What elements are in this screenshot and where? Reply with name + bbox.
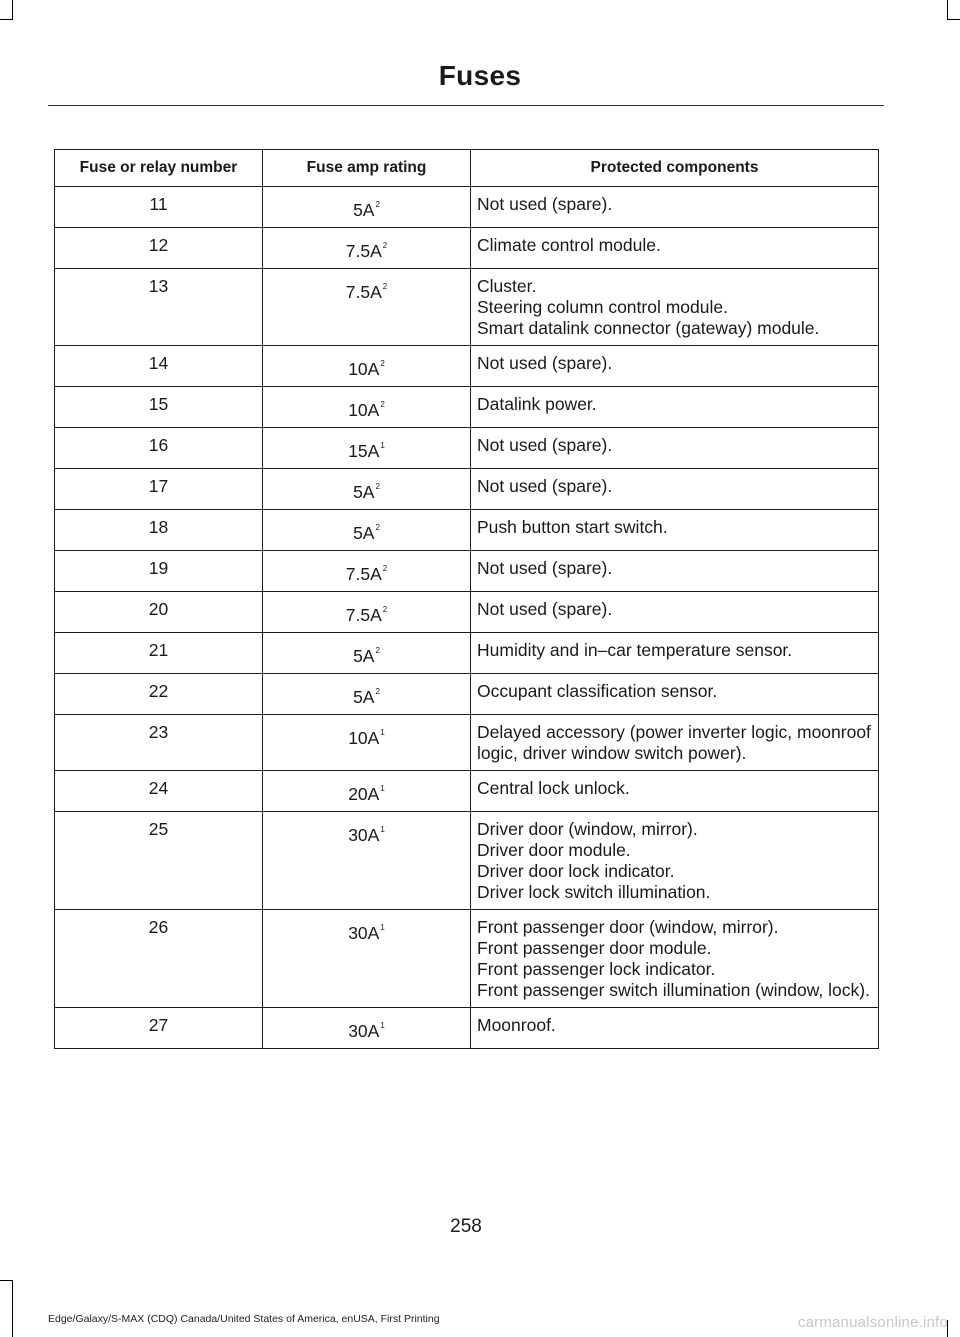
amp-rating-cell — [263, 592, 471, 633]
table-row — [55, 469, 879, 510]
amp-rating-value: 7.5A — [345, 282, 382, 302]
fuse-number-cell: 22 — [55, 674, 263, 715]
footnote-marker: 2 — [382, 605, 388, 614]
amp-rating-cell — [263, 269, 471, 346]
table-row — [55, 387, 879, 428]
crop-mark — [12, 0, 13, 20]
table-row — [55, 812, 879, 910]
protected-components-cell — [471, 1008, 879, 1049]
title-divider — [48, 105, 884, 106]
amp-rating-value: 7.5A — [345, 605, 382, 625]
fuse-number-cell: 14 — [55, 346, 263, 387]
amp-rating-value: 30A — [348, 923, 380, 943]
table-row — [55, 510, 879, 551]
protected-components-cell — [471, 674, 879, 715]
amp-rating-cell — [263, 1008, 471, 1049]
component-line: Humidity and in–car temperature sensor. — [477, 640, 793, 660]
component-line: Front passenger lock indicator. — [477, 959, 716, 979]
fuse-number-cell: 13 — [55, 269, 263, 346]
table-row — [55, 715, 879, 771]
amp-rating-cell — [263, 510, 471, 551]
table-row — [55, 551, 879, 592]
header-fuse-number: Fuse or relay number — [55, 150, 263, 187]
fuse-number-cell: 21 — [55, 633, 263, 674]
protected-components-cell — [471, 269, 879, 346]
fuse-number-cell: 25 — [55, 812, 263, 910]
component-line: Moonroof. — [477, 1015, 556, 1035]
protected-components-cell — [471, 387, 879, 428]
protected-components-cell — [471, 228, 879, 269]
header-protected-components: Protected components — [471, 150, 879, 187]
table-row — [55, 269, 879, 346]
fuse-number-cell: 12 — [55, 228, 263, 269]
table-row — [55, 771, 879, 812]
amp-rating-value: 7.5A — [345, 241, 382, 261]
footnote-marker: 1 — [380, 923, 385, 932]
table-row — [55, 910, 879, 1008]
amp-rating-cell — [263, 469, 471, 510]
watermark: carmanualsonline.info — [797, 1314, 948, 1331]
amp-rating-cell — [263, 387, 471, 428]
footnote-marker: 1 — [380, 441, 385, 450]
footnote-marker: 2 — [375, 646, 380, 655]
footnote-marker: 2 — [375, 523, 380, 532]
amp-rating-cell — [263, 812, 471, 910]
amp-rating-value: 5A — [353, 482, 375, 502]
crop-mark — [0, 1280, 13, 1281]
amp-rating-cell — [263, 674, 471, 715]
component-line: Datalink power. — [477, 394, 597, 414]
protected-components-cell — [471, 771, 879, 812]
component-line: Driver door module. — [477, 840, 631, 860]
amp-rating-cell — [263, 187, 471, 228]
fuse-number-cell: 26 — [55, 910, 263, 1008]
crop-mark — [947, 0, 948, 20]
fuse-number-cell: 19 — [55, 551, 263, 592]
fuse-number-cell: 11 — [55, 187, 263, 228]
protected-components-cell — [471, 187, 879, 228]
amp-rating-cell — [263, 346, 471, 387]
amp-rating-value: 30A — [348, 825, 380, 845]
crop-mark — [12, 1280, 13, 1337]
protected-components-cell — [471, 510, 879, 551]
fuse-number-cell: 15 — [55, 387, 263, 428]
fuse-table — [54, 149, 879, 1049]
component-line: Push button start switch. — [477, 517, 668, 537]
table-row — [55, 633, 879, 674]
protected-components-cell — [471, 551, 879, 592]
amp-rating-cell — [263, 428, 471, 469]
footnote-marker: 1 — [380, 784, 385, 793]
page-number: 258 — [450, 1216, 482, 1237]
component-line: Occupant classification sensor. — [477, 681, 718, 701]
component-line: Not used (spare). — [477, 476, 613, 496]
amp-rating-value: 10A — [348, 400, 380, 420]
table-row — [55, 346, 879, 387]
component-line: Smart datalink connector (gateway) module. — [477, 318, 820, 338]
amp-rating-value: 5A — [353, 687, 375, 707]
component-line: Front passenger switch illumination (window, lock). — [477, 980, 870, 1000]
table-row — [55, 187, 879, 228]
table-row — [55, 428, 879, 469]
component-line: Front passenger door (window, mirror). — [477, 917, 779, 937]
component-line: Driver door (window, mirror). — [477, 819, 698, 839]
component-line: Cluster. — [477, 276, 537, 296]
table-row — [55, 1008, 879, 1049]
amp-rating-value: 5A — [353, 200, 375, 220]
component-line: Not used (spare). — [477, 599, 613, 619]
amp-rating-cell — [263, 228, 471, 269]
protected-components-cell — [471, 812, 879, 910]
table-row — [55, 228, 879, 269]
footnote-marker: 1 — [380, 728, 385, 737]
footnote-marker: 2 — [375, 200, 380, 209]
amp-rating-cell — [263, 633, 471, 674]
footnote-marker: 2 — [382, 241, 388, 250]
footnote-marker: 2 — [380, 359, 385, 368]
amp-rating-value: 10A — [348, 359, 380, 379]
fuse-number-cell: 23 — [55, 715, 263, 771]
component-line: Steering column control module. — [477, 297, 728, 317]
footnote-marker: 1 — [380, 825, 385, 834]
amp-rating-value: 10A — [348, 728, 380, 748]
amp-rating-cell — [263, 551, 471, 592]
fuse-number-cell: 27 — [55, 1008, 263, 1049]
fuse-number-cell: 24 — [55, 771, 263, 812]
footnote-marker: 1 — [380, 1021, 385, 1030]
protected-components-cell — [471, 346, 879, 387]
footnote-marker: 2 — [375, 687, 380, 696]
component-line: Front passenger door module. — [477, 938, 712, 958]
fuse-number-cell: 20 — [55, 592, 263, 633]
component-line: Not used (spare). — [477, 353, 613, 373]
protected-components-cell — [471, 428, 879, 469]
amp-rating-cell — [263, 715, 471, 771]
amp-rating-value: 5A — [353, 646, 375, 666]
component-line: Driver door lock indicator. — [477, 861, 675, 881]
protected-components-cell — [471, 469, 879, 510]
component-line: Not used (spare). — [477, 194, 613, 214]
footer-edition-text: Edge/Galaxy/S-MAX (CDQ) Canada/United States of America, enUSA, First Printing — [48, 1313, 440, 1325]
amp-rating-value: 7.5A — [345, 564, 382, 584]
protected-components-cell — [471, 633, 879, 674]
amp-rating-cell — [263, 771, 471, 812]
table-row — [55, 674, 879, 715]
component-line: Central lock unlock. — [477, 778, 630, 798]
component-line: Not used (spare). — [477, 558, 613, 578]
component-line: Climate control module. — [477, 235, 661, 255]
fuse-table-body — [55, 187, 879, 1049]
fuse-number-cell: 18 — [55, 510, 263, 551]
footnote-marker: 2 — [382, 564, 388, 573]
header-amp-rating: Fuse amp rating — [263, 150, 471, 187]
table-row — [55, 592, 879, 633]
protected-components-cell — [471, 910, 879, 1008]
protected-components-cell — [471, 715, 879, 771]
footnote-marker: 2 — [382, 282, 388, 291]
amp-rating-value: 20A — [348, 784, 380, 804]
component-line: Not used (spare). — [477, 435, 613, 455]
fuse-number-cell: 16 — [55, 428, 263, 469]
amp-rating-value: 15A — [348, 441, 380, 461]
amp-rating-value: 30A — [348, 1021, 380, 1041]
table-header-row — [55, 150, 879, 187]
component-line: Driver lock switch illumination. — [477, 882, 711, 902]
component-line: Delayed accessory (power inverter logic, moonroof logic, driver window switch power). — [477, 722, 871, 763]
crop-mark — [0, 19, 13, 20]
page-title: Fuses — [438, 60, 522, 91]
amp-rating-cell — [263, 910, 471, 1008]
footnote-marker: 2 — [375, 482, 380, 491]
crop-mark — [947, 19, 960, 20]
footnote-marker: 2 — [380, 400, 385, 409]
protected-components-cell — [471, 592, 879, 633]
fuse-number-cell: 17 — [55, 469, 263, 510]
amp-rating-value: 5A — [353, 523, 375, 543]
